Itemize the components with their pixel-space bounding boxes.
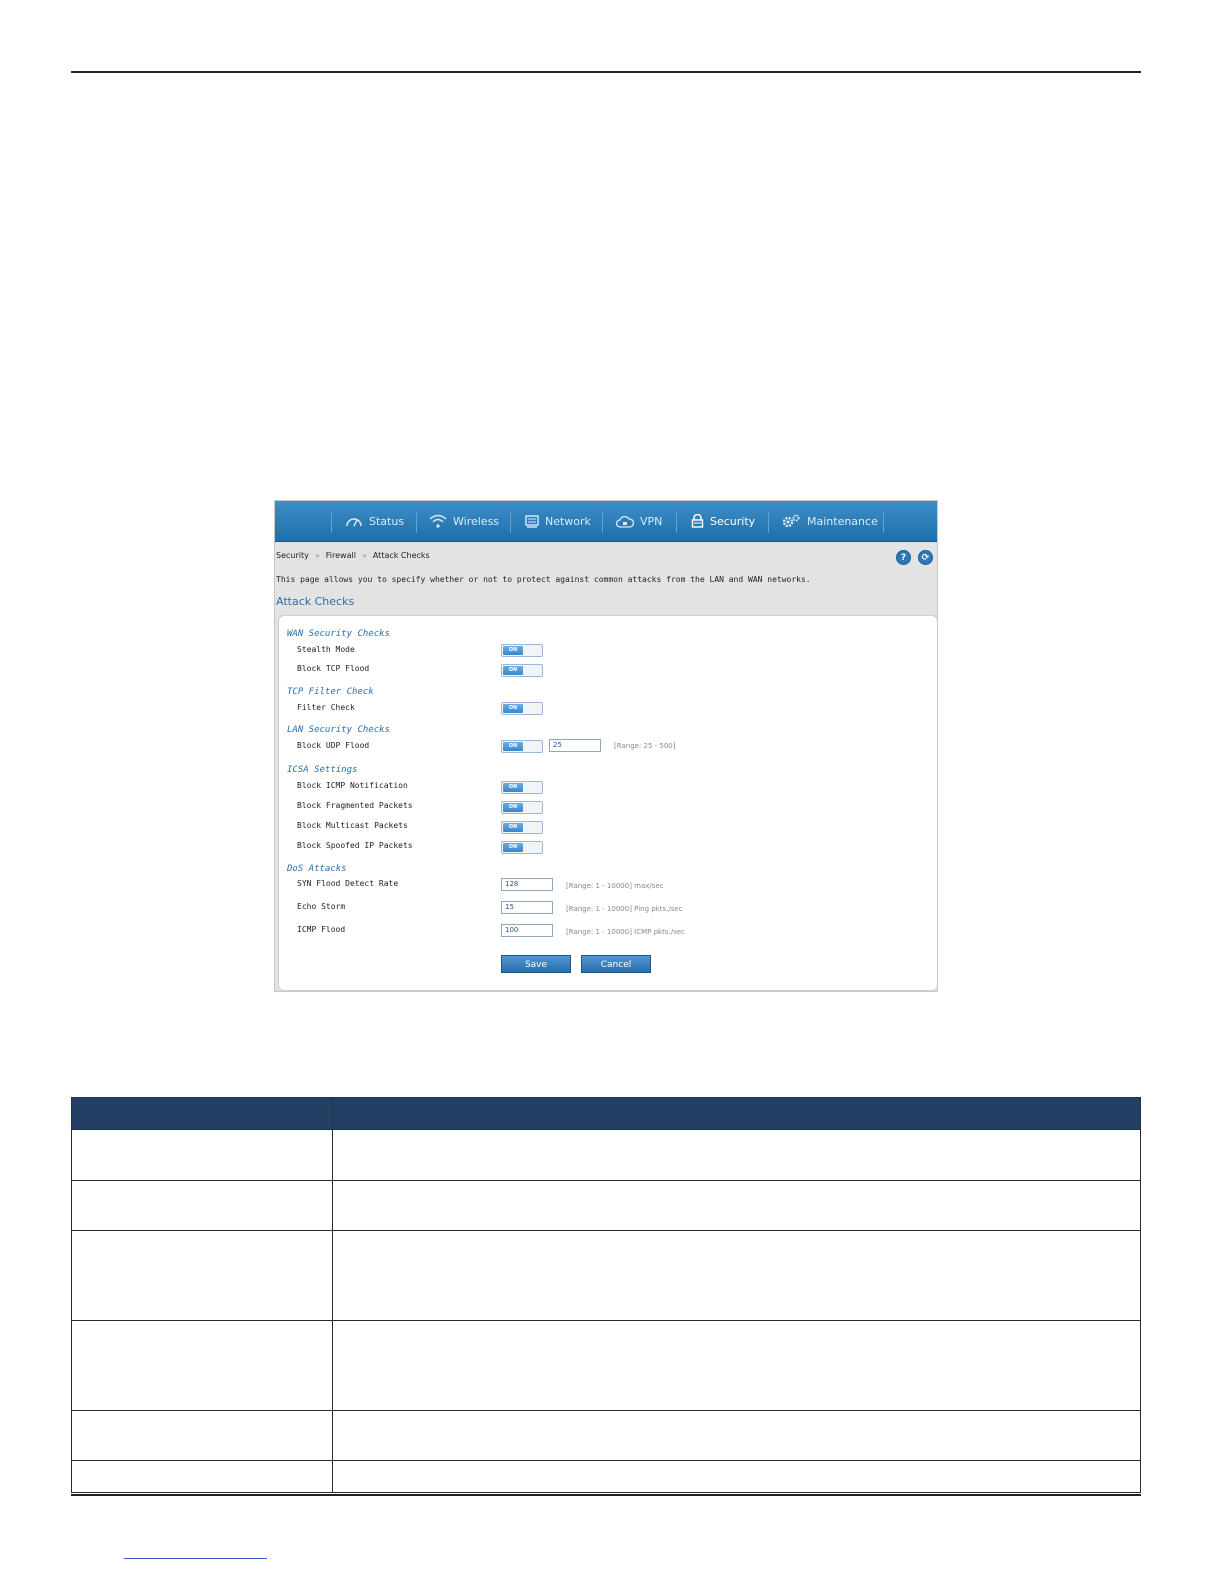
wifi-icon [429, 514, 447, 528]
block-udp-flood-label: Block UDP Flood [297, 741, 370, 750]
table-row [72, 1130, 1141, 1181]
nav-wireless[interactable] [429, 501, 499, 541]
section-wan-security-checks: WAN Security Checks [287, 629, 390, 639]
attack-checks-form [278, 615, 938, 991]
section-tcp-filter-check: TCP Filter Check [287, 687, 374, 697]
filter-check-toggle[interactable] [501, 702, 543, 715]
table-row [72, 1321, 1141, 1411]
section-dos-attacks: DoS Attacks [287, 864, 347, 874]
table-row [72, 1231, 1141, 1321]
table-cell [72, 1231, 333, 1321]
block-udp-flood-toggle[interactable] [501, 740, 543, 753]
section-icsa-settings: ICSA Settings [287, 765, 358, 775]
icmp-flood-label: ICMP Flood [297, 925, 346, 934]
breadcrumb-separator: » [361, 551, 367, 560]
nav-security[interactable] [691, 501, 755, 541]
nav-maintenance-label: Maintenance [807, 514, 878, 528]
table-cell [332, 1231, 1140, 1321]
nav-separator [602, 511, 603, 533]
table-row [72, 1461, 1141, 1493]
page-description: This page allows you to specify whether or not to protect against common attacks from the LAN and WAN networks. [276, 575, 811, 584]
table-cell [332, 1411, 1140, 1461]
table-cell [72, 1461, 333, 1493]
table-header-cell [332, 1098, 1140, 1130]
block-tcp-flood-label: Block TCP Flood [297, 664, 370, 673]
udp-flood-rate-input[interactable]: 25 [549, 739, 601, 752]
table-row [72, 1181, 1141, 1231]
table-cell [72, 1181, 333, 1231]
syn-flood-label: SYN Flood Detect Rate [297, 879, 399, 888]
breadcrumb-separator: » [314, 551, 320, 560]
filter-check-label: Filter Check [297, 703, 355, 712]
block-spoofed-ip-toggle[interactable] [501, 841, 543, 854]
icmp-flood-input[interactable]: 100 [501, 924, 553, 937]
block-fragmented-packets-toggle[interactable] [501, 801, 543, 814]
gears-icon [781, 514, 801, 528]
stealth-mode-label: Stealth Mode [297, 645, 355, 654]
table-cell [72, 1321, 333, 1411]
echo-storm-range-hint: [Range: 1 - 10000] Ping pkts./sec [566, 905, 683, 913]
table-cell [332, 1130, 1140, 1181]
block-fragmented-packets-label: Block Fragmented Packets [297, 801, 413, 810]
table-cell [332, 1181, 1140, 1231]
breadcrumb-firewall[interactable]: Firewall [325, 551, 356, 560]
toggle-on-label: ON [503, 666, 523, 675]
breadcrumb [276, 551, 430, 560]
logout-icon[interactable]: ⟳ [918, 550, 933, 565]
nav-vpn-label: VPN [640, 514, 663, 528]
block-multicast-packets-toggle[interactable] [501, 821, 543, 834]
lock-icon [691, 514, 704, 528]
nav-network[interactable] [525, 501, 591, 541]
bottom-rule [71, 1494, 1141, 1496]
help-icon[interactable]: ? [896, 550, 911, 565]
nav-separator [416, 511, 417, 533]
table-cell [332, 1321, 1140, 1411]
section-lan-security-checks: LAN Security Checks [287, 725, 390, 735]
toggle-on-label: ON [503, 646, 523, 655]
cloud-lock-icon [616, 515, 634, 528]
table-row [72, 1411, 1141, 1461]
top-nav [275, 501, 937, 542]
nav-separator [883, 511, 884, 533]
toggle-on-label: ON [503, 704, 523, 713]
stealth-mode-toggle[interactable] [501, 644, 543, 657]
nav-security-label: Security [710, 514, 756, 528]
top-rule [71, 71, 1141, 73]
table-cell [72, 1130, 333, 1181]
gauge-icon [345, 515, 363, 527]
page-title: Attack Checks [276, 595, 355, 608]
echo-storm-input[interactable]: 15 [501, 901, 553, 914]
nav-separator [510, 511, 511, 533]
udp-flood-range-hint: [Range: 25 - 500] [614, 742, 676, 750]
cancel-button[interactable]: Cancel [581, 955, 651, 973]
save-button[interactable]: Save [501, 955, 571, 973]
toggle-on-label: ON [503, 742, 523, 751]
block-tcp-flood-toggle[interactable] [501, 664, 543, 677]
breadcrumb-attack-checks: Attack Checks [372, 551, 430, 560]
nav-maintenance[interactable] [781, 501, 878, 541]
table-header-cell [72, 1098, 333, 1130]
nav-status-label: Status [369, 514, 405, 528]
footer-link-underline[interactable] [124, 1558, 267, 1559]
syn-flood-input[interactable]: 128 [501, 878, 553, 891]
nav-vpn[interactable] [616, 501, 662, 541]
icmp-flood-range-hint: [Range: 1 - 10000] ICMP pkts./sec [566, 928, 685, 936]
toggle-on-label: ON [503, 843, 523, 852]
toggle-on-label: ON [503, 823, 523, 832]
block-spoofed-ip-label: Block Spoofed IP Packets [297, 841, 413, 850]
block-icmp-notification-toggle[interactable] [501, 781, 543, 794]
nav-network-label: Network [545, 514, 591, 528]
breadcrumb-security[interactable]: Security [276, 551, 309, 560]
table-header-row [72, 1098, 1141, 1130]
table-cell [332, 1461, 1140, 1493]
nav-wireless-label: Wireless [453, 514, 500, 528]
nav-separator [676, 511, 677, 533]
toggle-on-label: ON [503, 783, 523, 792]
router-screenshot [274, 500, 938, 992]
table-cell [72, 1411, 333, 1461]
block-icmp-notification-label: Block ICMP Notification [297, 781, 408, 790]
network-icon [525, 515, 539, 528]
toggle-on-label: ON [503, 803, 523, 812]
block-multicast-packets-label: Block Multicast Packets [297, 821, 408, 830]
nav-separator [768, 511, 769, 533]
description-table [71, 1097, 1141, 1493]
syn-flood-range-hint: [Range: 1 - 10000] max/sec [566, 882, 664, 890]
nav-separator [331, 511, 332, 533]
echo-storm-label: Echo Storm [297, 902, 346, 911]
nav-status[interactable] [345, 501, 404, 541]
